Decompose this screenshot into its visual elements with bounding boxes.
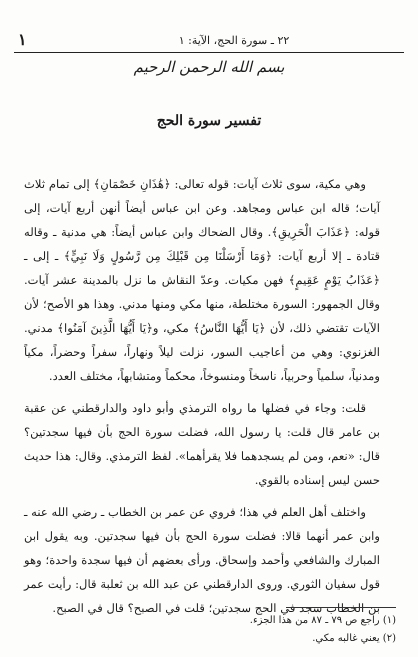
footnote-1: (١) راجع ص ٧٩ ـ ٨٧ من هذا الجزء. (249, 615, 396, 626)
page-number: ١ (18, 30, 27, 49)
paragraph-disagreement: واختلف أهل العلم في هذا؛ فروي عن عمر بن الخطاب ـ رضي الله عنه ـ وابن عمر أنهما قالا: فضلت سورة الحج بأن فيها سجدتين. وبه يقول ابن المبارك والشافعي وأحمد وإسحاق. ورأى بعضهم أن فيها سجدة واحدة؛ وهو قول سفيان الثوري. وروى الدارقطني عن عبد الله بن ثعلبة قال: رأيت عمر بن الخطاب سجد في الحج سجدتين؛ قلت في الصبح؟ قال في الصبح. (24, 505, 380, 615)
footnotes (36, 612, 396, 648)
basmala-calligraphy: بسم الله الرحمن الرحيم (133, 58, 285, 76)
chapter-title: تفسير سورة الحج (156, 113, 262, 129)
main-text (24, 172, 380, 628)
running-header (14, 32, 404, 53)
paragraph-virtue: قلت: وجاء في فضلها ما رواه الترمذي وأبو داود والدارقطني عن عقبة بن عامر قال قلت: يا رسول الله، فضلت سورة الحج بأن فيها سجدتين؟ قال: «نعم، ومن لم يسجدهما فلا يقرأهما». لفظ الترمذي. وقال: هذا حديث حسن ليس إسناده بالقوي. (24, 401, 380, 487)
running-title: ٢٢ ـ سورة الحج، الآية: ١ (178, 34, 290, 47)
footnote-2: (٢) يعني غالبه مكي. (312, 633, 396, 644)
paragraph-intro: وهي مكية، سوى ثلاث آيات: قوله تعالى: ﴿هَٰذَانِ خَصْمَانِ﴾ إلى تمام ثلاث آيات؛ قاله ابن عباس ومجاهد. وعن ابن عباس أيضاً أنهن أربع آيات، إلى قوله: ﴿عَذَابَ الْحَرِيقِ﴾. وقال الضحاك وابن عباس أيضاً: هي مدنية ـ وقاله قتادة ـ إلا أربع آيات: ﴿وَمَا أَرْسَلْنَا مِن قَبْلِكَ مِن رَّسُولٍ وَلَا نَبِيٍّ﴾ ـ إلى ـ ﴿عَذَابُ يَوْمٍ عَقِيمٍ﴾ فهن مكيات. وعدّ النقاش ما نزل بالمدينة عشر آيات. وقال الجمهور: السورة مختلطة، منها مكي ومنها مدني. وهذا هو الأصح؛ لأن الآيات تقتضي ذلك، لأن ﴿يَا أَيُّهَا النَّاسُ﴾ مكي، و﴿يَا أَيُّهَا الَّذِينَ آمَنُوا﴾ مدني. الغزنوي: وهي من أعاجيب السور، نزلت ليلاً ونهاراً، سفراً وحضراً، مكياً ومدنياً، سلمياً وحربياً، ناسخاً ومنسوخاً، محكماً ومتشابهاً، مختلف العدد. (24, 177, 380, 383)
footnote-divider (286, 607, 396, 608)
